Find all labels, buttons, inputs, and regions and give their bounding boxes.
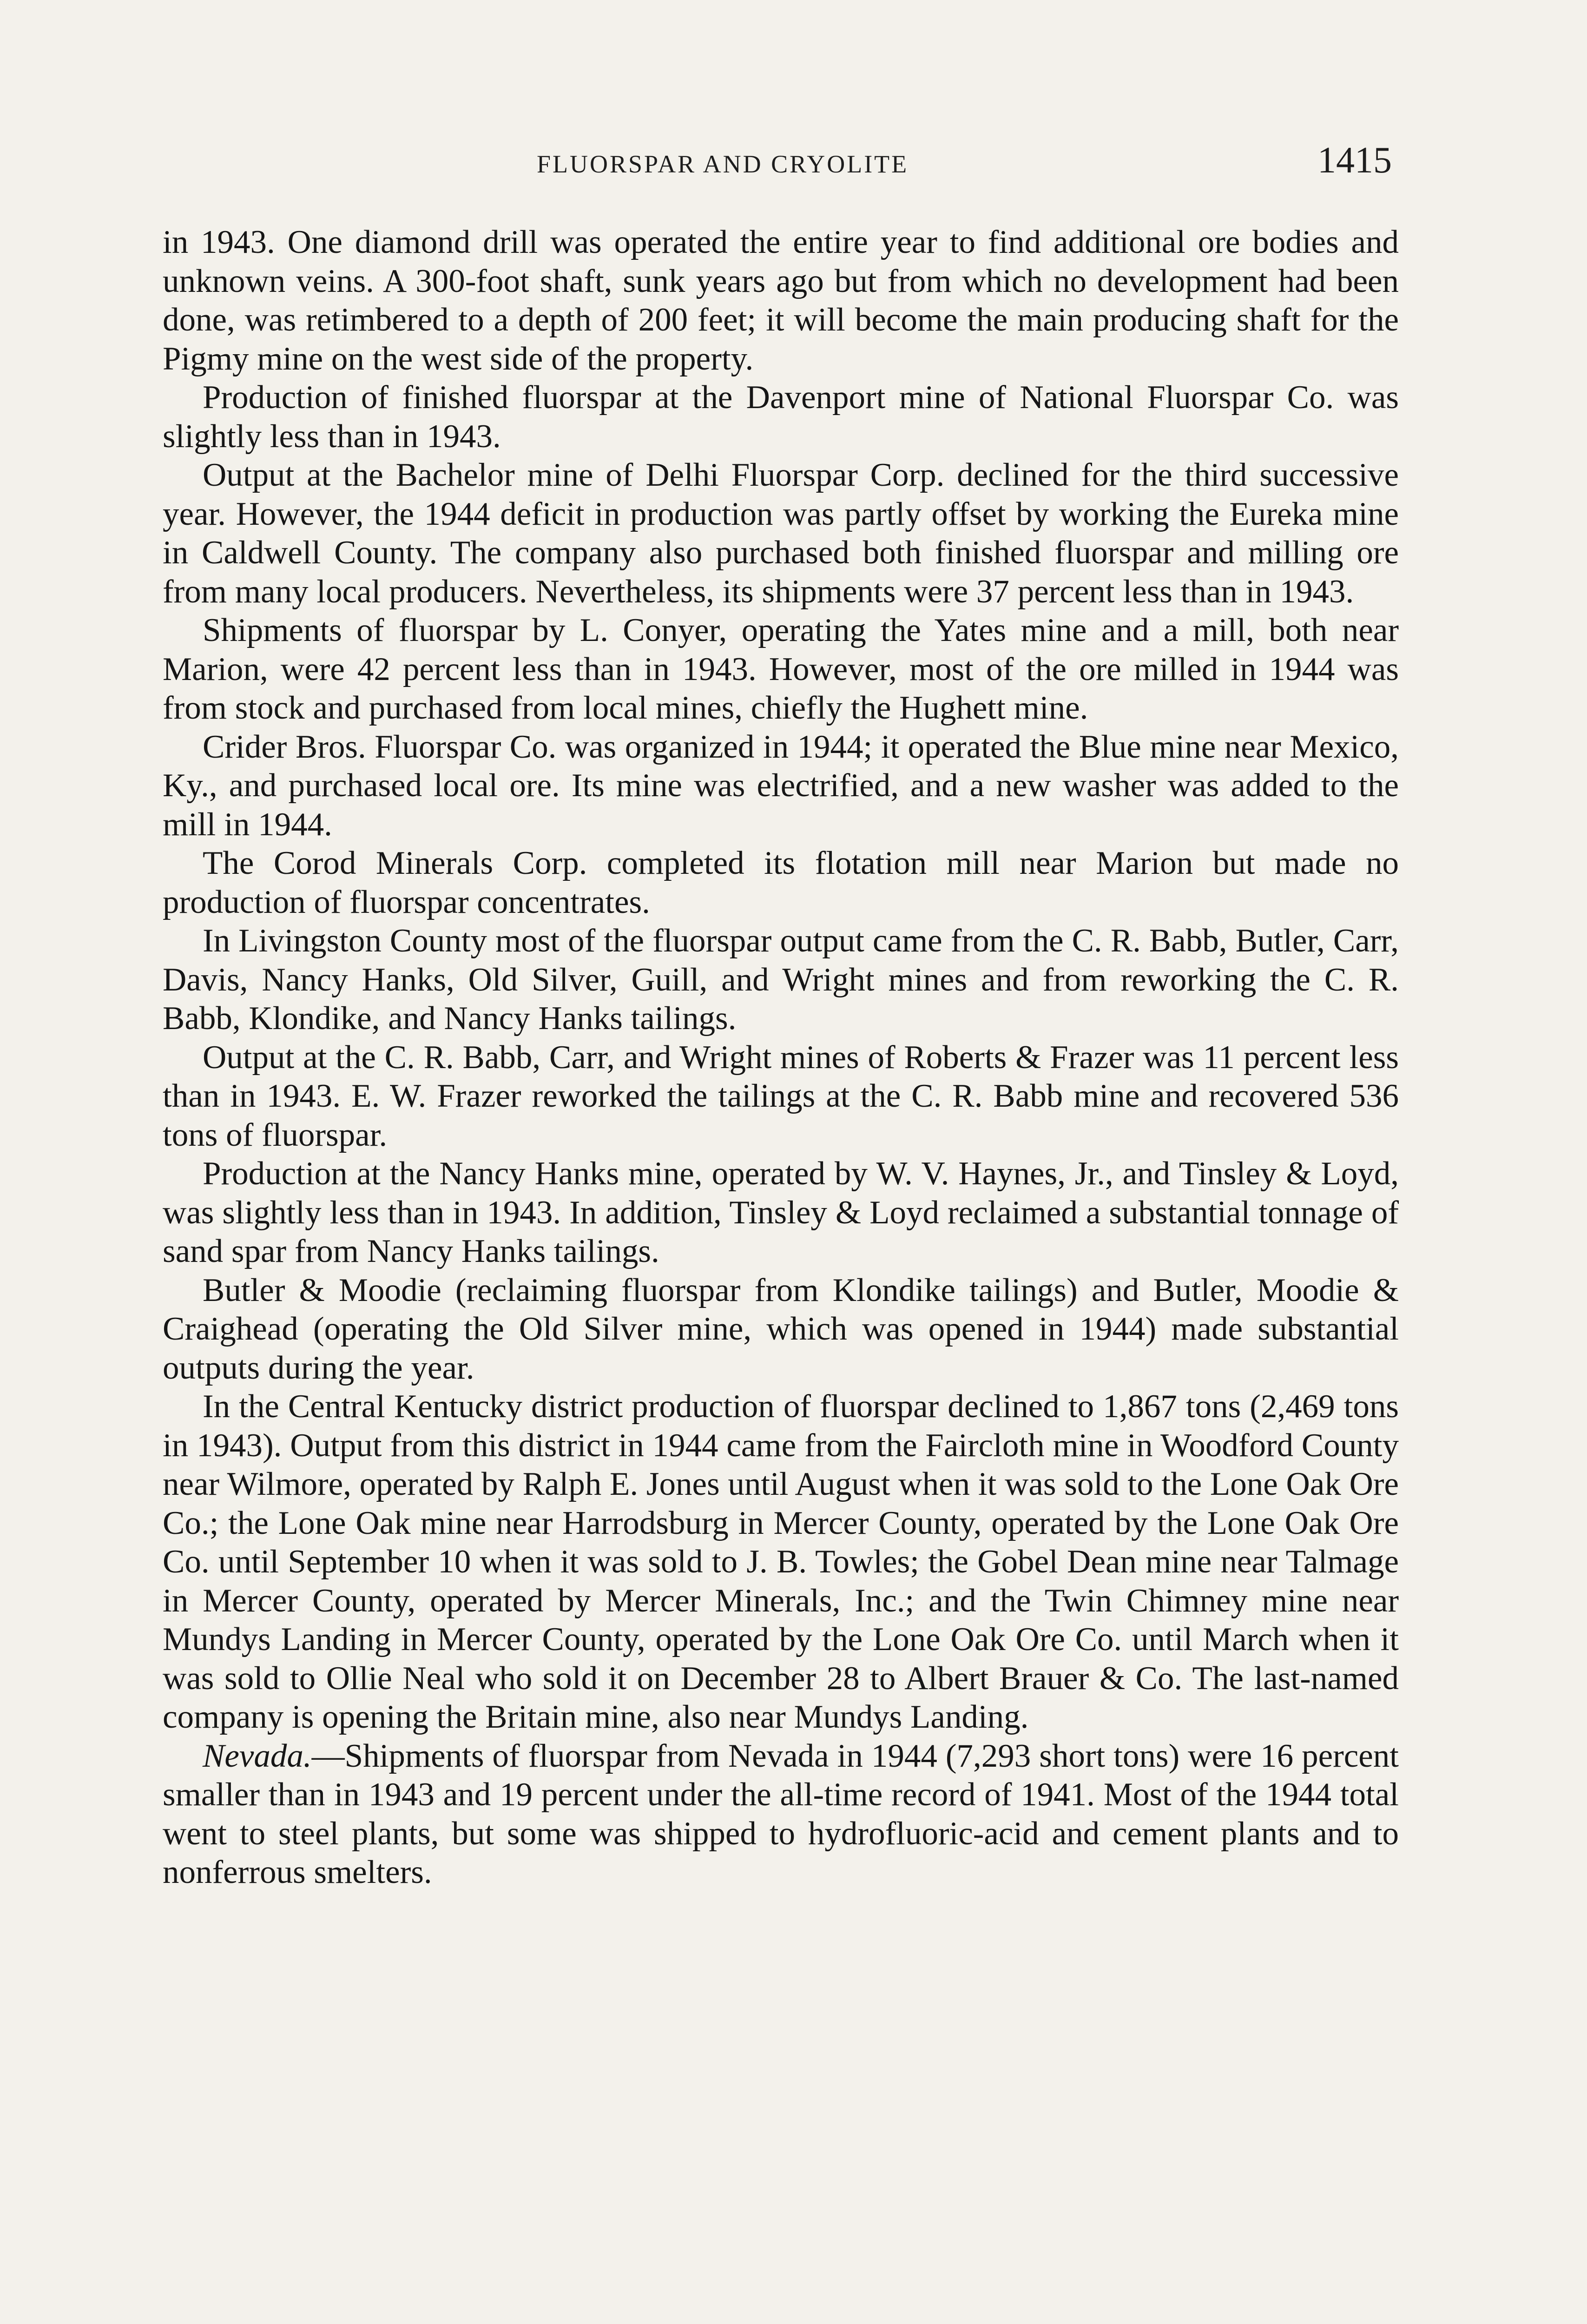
paragraph-nancy-hanks: Production at the Nancy Hanks mine, operated by W. V. Haynes, Jr., and Tinsley & Loyd, was slightly less than in 1943. In addition, Tinsley & Loyd reclaimed a substantial tonnage of sand spar from Nancy Hanks tailings. [163,1155,1399,1269]
paragraph-davenport-mine: Production of finished fluorspar at the Davenport mine of National Fluorspar Co. was slightly less than in 1943. [163,379,1399,455]
paragraph-central-kentucky: In the Central Kentucky district production of fluorspar declined to 1,867 tons (2,469 tons in 1943). Output from this district in 1944 came from the Faircloth mine in Woodford County near Wilmore, operated by Ralph E. Jones until August when it was sold to the Lone Oak Ore Co.; the Lone Oak mine near Harrodsburg in Mercer County, operated by the Lone Oak Ore Co. until September 10 when it was sold to J. B. Towles; the Gobel Dean mine near Talmage in Mercer County, operated by Mercer Minerals, Inc.; and the Twin Chimney mine near Mundys Landing in Mercer County, operated by the Lone Oak Ore Co. until March when it was sold to Ollie Neal who sold it on December 28 to Albert Brauer & Co. The last-named company is opening the Britain mine, also near Mundys Landing. [163,1388,1399,1735]
paragraph-bachelor-mine: Output at the Bachelor mine of Delhi Fluorspar Corp. declined for the third successive year. However, the 1944 deficit in production was partly offset by working the Eureka mine in Caldwell County. The company also purchased both finished fluorspar and milling ore from many local producers. Nevertheless, its shipments were 37 percent less than in 1943. [163,457,1399,610]
body-text [163,223,1399,1892]
nevada-text: —Shipments of fluorspar from Nevada in 1944 (7,293 short tons) were 16 percent smaller than in 1943 and 19 percent under the all-time record of 1941. Most of the 1944 total went to steel plants, but some was shipped to hydrofluoric-acid and cement plants and to nonferrous smelters. [163,1737,1399,1890]
paragraph-crider-bros: Crider Bros. Fluorspar Co. was organized in 1944; it operated the Blue mine near Mexico, Ky., and purchased local ore. Its mine was electrified, and a new washer was added to the mill in 1944. [163,728,1399,843]
running-header [163,139,1392,195]
nevada-heading: Nevada. [203,1737,312,1774]
paragraph-nevada [163,1737,1399,1892]
paragraph-pigmy-shaft: in 1943. One diamond drill was operated the entire year to find additional ore bodies and unknown veins. A 300-foot shaft, sunk years ago but from which no development had been done, was retimbered to a depth of 200 feet; it will become the main producing shaft for the Pigmy mine on the west side of the property. [163,224,1399,377]
paragraph-butler-moodie: Butler & Moodie (reclaiming fluorspar from Klondike tailings) and Butler, Moodie & Craighead (operating the Old Silver mine, which was opened in 1944) made substantial outputs during the year. [163,1272,1399,1386]
paragraph-livingston-county: In Livingston County most of the fluorspar output came from the C. R. Babb, Butler, Carr, Davis, Nancy Hanks, Old Silver, Guill, and Wright mines and from reworking the C. R. Babb, Klondike, and Nancy Hanks tailings. [163,923,1399,1037]
paragraph-corod-minerals: The Corod Minerals Corp. completed its flotation mill near Marion but made no production of fluorspar concentrates. [163,845,1399,920]
page-number: 1415 [1317,140,1392,181]
running-title: FLUORSPAR AND CRYOLITE [537,150,909,178]
paragraph-roberts-frazer: Output at the C. R. Babb, Carr, and Wright mines of Roberts & Frazer was 11 percent less than in 1943. E. W. Frazer reworked the tailings at the C. R. Babb mine and recovered 536 tons of fluorspar. [163,1039,1399,1153]
paragraph-conyer-shipments: Shipments of fluorspar by L. Conyer, operating the Yates mine and a mill, both near Marion, were 42 percent less than in 1943. However, most of the ore milled in 1944 was from stock and purchased from local mines, chiefly the Hughett mine. [163,612,1399,726]
